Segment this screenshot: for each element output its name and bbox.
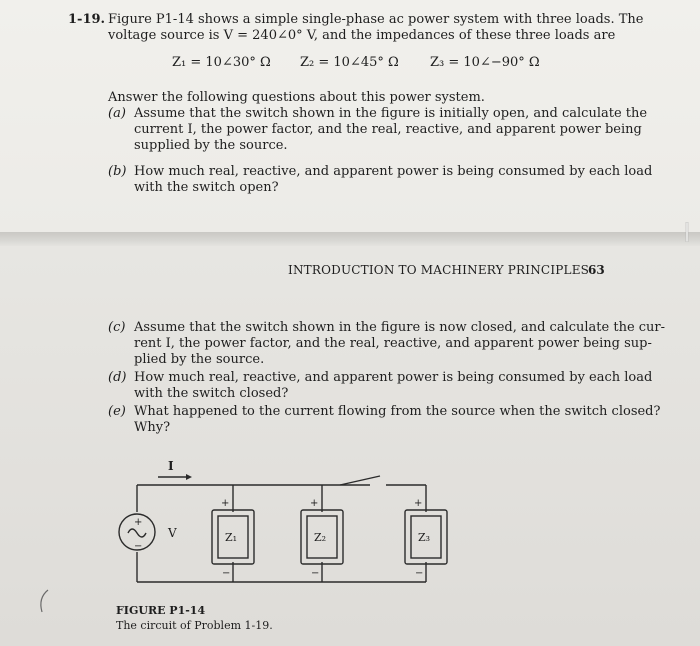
answer-intro: Answer the following questions about this power system. (108, 90, 485, 105)
part-c-line-3: plied by the source. (134, 352, 265, 367)
part-c-line-2: rent I, the power factor, and the real, reactive, and apparent power being sup- (134, 336, 652, 351)
part-b-line-2: with the switch open? (134, 180, 279, 195)
load1-label: Z₁ (225, 531, 238, 544)
part-a-line-3: supplied by the source. (134, 138, 288, 153)
impedance-z2: Z₂ = 10∠45° Ω (300, 55, 399, 70)
running-head-title: INTRODUCTION TO MACHINERY PRINCIPLES (288, 263, 590, 277)
part-d-label: (d) (108, 370, 127, 385)
figure-caption: The circuit of Problem 1-19. (116, 619, 273, 632)
load1-plus: + (221, 498, 230, 509)
load2-minus: − (311, 568, 320, 579)
margin-curl-mark (41, 590, 48, 612)
load2-label: Z₂ (314, 531, 327, 544)
part-c-label: (c) (108, 320, 126, 335)
problem-intro-line-2: voltage source is V = 240∠0° V, and the impedances of these three loads are (108, 28, 616, 43)
load2-plus: + (310, 498, 319, 509)
part-c-line-1: Assume that the switch shown in the figure is now closed, and calculate the cur- (134, 320, 666, 335)
problem-intro-line-1: Figure P1-14 shows a simple single-phase ac power system with three loads. The (108, 12, 644, 27)
load3-minus: − (415, 568, 424, 579)
part-d-line-1: How much real, reactive, and apparent power is being consumed by each load (134, 370, 653, 385)
current-label: I (168, 459, 174, 473)
part-b-label: (b) (108, 164, 127, 179)
problem-number: 1-19. (68, 12, 106, 27)
part-e-label: (e) (108, 404, 126, 419)
switch-blade (340, 476, 380, 485)
part-d-line-2: with the switch closed? (134, 386, 289, 401)
part-a-label: (a) (108, 106, 126, 121)
part-a-line-2: current I, the power factor, and the real, reactive, and apparent power being (134, 122, 642, 137)
current-arrow-head (186, 474, 192, 480)
part-b-line-1: How much real, reactive, and apparent power is being consumed by each load (134, 164, 653, 179)
running-head-page-number: 63 (588, 263, 605, 277)
source-plus: + (134, 517, 143, 528)
figure-title: FIGURE P1-14 (116, 604, 206, 617)
load1-minus: − (222, 568, 231, 579)
load3-label: Z₃ (418, 531, 431, 544)
load3-plus: + (414, 498, 423, 509)
part-e-line-1: What happened to the current flowing from the source when the switch closed? (134, 404, 661, 419)
impedance-z3: Z₃ = 10∠−90° Ω (430, 55, 540, 70)
source-minus: − (134, 541, 143, 552)
part-e-line-2: Why? (134, 420, 171, 435)
impedance-z1: Z₁ = 10∠30° Ω (172, 55, 271, 70)
source-label: V (168, 526, 177, 540)
part-a-line-1: Assume that the switch shown in the figure is initially open, and calculate the (134, 106, 648, 121)
